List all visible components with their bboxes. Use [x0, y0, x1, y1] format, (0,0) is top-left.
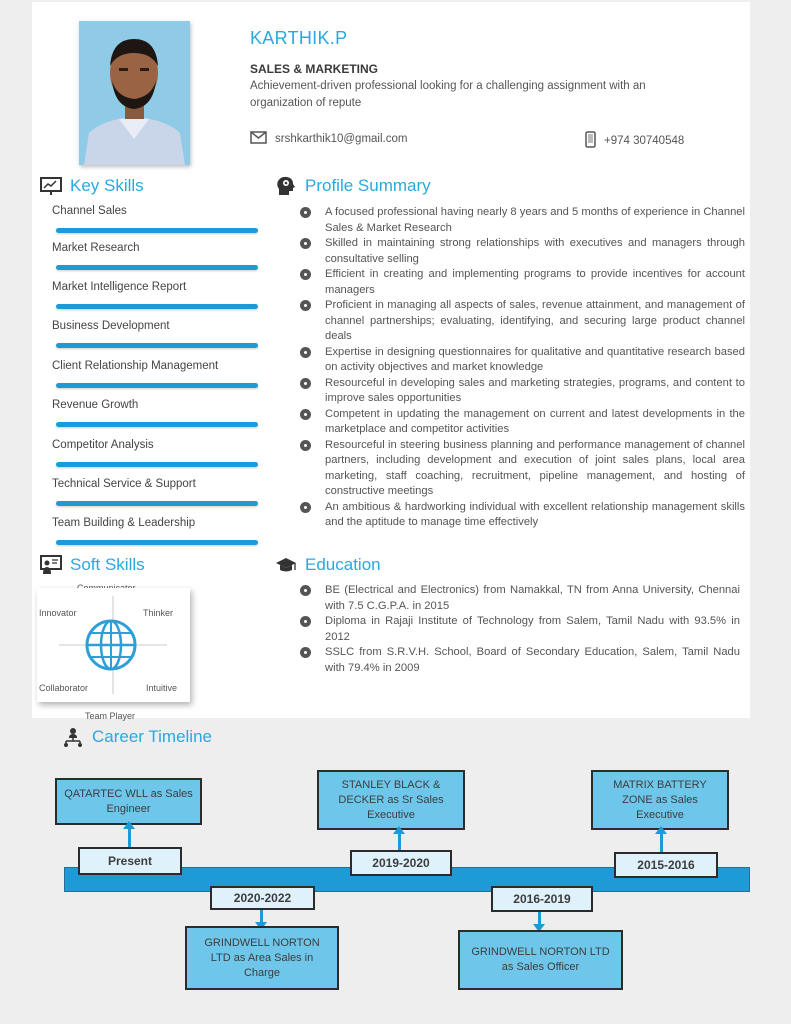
- bullet-item: [300, 376, 745, 407]
- bullet-icon: [300, 409, 311, 420]
- bullet-icon: [300, 347, 311, 358]
- bullet-text: An ambitious & hardworking individual with excellent relationship management skills and the aptitude to manage time effectively: [325, 500, 745, 528]
- profile-summary-list: [300, 205, 745, 531]
- key-skill-bar: [56, 265, 258, 270]
- bullet-icon: [300, 585, 311, 596]
- candidate-tagline: Achievement-driven professional looking for a challenging assignment with an organization of repute: [250, 80, 646, 109]
- bullet-item: [300, 500, 745, 531]
- bullet-text: Efficient in creating and implementing programs to provide incentives for account managers: [325, 268, 745, 296]
- key-skill-bar: [56, 383, 258, 388]
- key-skill-item: Market Research: [52, 242, 140, 254]
- key-skill-item: Revenue Growth: [52, 399, 139, 411]
- key-skill-bar: [56, 462, 258, 467]
- bullet-text: SSLC from S.R.V.H. School, Board of Secondary Education, Salem, Tamil Nadu with 79.4% in 2009: [325, 646, 740, 674]
- teacher-board-icon: [40, 555, 62, 575]
- bullet-text: Skilled in maintaining strong relationships with executives and managers through consultative selling: [325, 237, 745, 265]
- soft-skills-diagram: [37, 588, 190, 702]
- profile-summary-heading: Profile Summary: [275, 176, 431, 196]
- timeline-date: 2020-2022: [210, 886, 315, 910]
- arrow-up-icon: [655, 826, 667, 834]
- email-contact: [250, 131, 407, 147]
- bullet-icon: [300, 378, 311, 389]
- org-chart-icon: [62, 727, 84, 747]
- bullet-icon: [300, 616, 311, 627]
- phone-contact: [585, 131, 684, 151]
- key-skill-bar: [56, 501, 258, 506]
- bullet-icon: [300, 502, 311, 513]
- bullet-icon: [300, 269, 311, 280]
- bullet-icon: [300, 207, 311, 218]
- key-skill-bar: [56, 228, 258, 233]
- head-gear-icon: [275, 176, 297, 196]
- bullet-item: [300, 345, 745, 376]
- bullet-icon: [300, 238, 311, 249]
- timeline-role-box: STANLEY BLACK & DECKER as Sr Sales Executive: [317, 770, 465, 830]
- soft-skill-thinker: Thinker: [143, 608, 174, 618]
- timeline-arrow: [660, 832, 663, 852]
- bullet-text: Diploma in Rajaji Institute of Technology from Salem, Tamil Nadu with 93.5% in 2012: [325, 615, 740, 643]
- key-skill-item: Team Building & Leadership: [52, 517, 196, 529]
- bullet-text: A focused professional having nearly 8 years and 5 months of experience in Channel Sales & Market Research: [325, 206, 745, 234]
- bullet-text: BE (Electrical and Electronics) from Namakkal, TN from Anna University, Chennai with 7.5 C.G.P.A. in 2015: [325, 584, 740, 612]
- profile-photo: [79, 21, 190, 165]
- email-text[interactable]: srshkarthik10@gmail.com: [275, 133, 408, 145]
- soft-skill-innovator: Innovator: [39, 608, 77, 618]
- bullet-item: [300, 407, 745, 438]
- timeline-role-box: QATARTEC WLL as Sales Engineer: [55, 778, 202, 825]
- education-list: [300, 583, 740, 676]
- bullet-text: Expertise in designing questionnaires for qualitative and quantitative research based on activity objectives and market knowledge: [325, 345, 745, 373]
- bullet-icon: [300, 647, 311, 658]
- presentation-icon: [40, 176, 62, 196]
- career-timeline-heading: Career Timeline: [62, 727, 212, 747]
- timeline-date: 2015-2016: [614, 852, 718, 878]
- key-skill-item: Channel Sales: [52, 205, 127, 217]
- bullet-item: [300, 583, 740, 614]
- arrow-up-icon: [393, 826, 405, 834]
- soft-skill-intuitive: Intuitive: [146, 683, 178, 693]
- candidate-name: KARTHIK.P: [250, 28, 348, 48]
- bullet-item: [300, 438, 745, 500]
- key-skill-item: Client Relationship Management: [52, 360, 219, 372]
- key-skills-heading: Key Skills: [40, 176, 144, 196]
- bullet-item: [300, 645, 740, 676]
- key-skill-item: Market Intelligence Report: [52, 281, 187, 293]
- bullet-item: [300, 614, 740, 645]
- bullet-icon: [300, 440, 311, 451]
- timeline-arrow: [398, 832, 401, 850]
- candidate-role: SALES & MARKETING: [250, 62, 379, 76]
- timeline-date: Present: [78, 847, 182, 875]
- soft-skill-team-player: Team Player: [85, 711, 136, 721]
- key-skill-bar: [56, 540, 258, 545]
- phone-text: +974 30740548: [604, 135, 685, 147]
- timeline-role-box: MATRIX BATTERY ZONE as Sales Executive: [591, 770, 729, 830]
- timeline-role-box: GRINDWELL NORTON LTD as Sales Officer: [458, 930, 623, 990]
- timeline-arrow: [260, 910, 263, 924]
- education-heading: Education: [275, 555, 381, 575]
- timeline-date: 2016-2019: [491, 886, 593, 912]
- soft-skills-heading: Soft Skills: [40, 555, 145, 575]
- timeline-date: 2019-2020: [350, 850, 452, 876]
- key-skill-item: Technical Service & Support: [52, 478, 196, 490]
- globe-icon: [87, 621, 135, 669]
- timeline-arrow: [538, 912, 541, 926]
- bullet-text: Competent in updating the management on current and latest developments in the marketplace and competitor activities: [325, 407, 745, 435]
- arrow-up-icon: [123, 821, 135, 829]
- bullet-text: Proficient in managing all aspects of sales, revenue attainment, and management of channel partnerships; evaluating, identifying, and securing large product channel deals: [325, 299, 745, 342]
- bullet-text: Resourceful in developing sales and marketing strategies, programs, and content to improve sales opportunities: [325, 376, 745, 404]
- key-skill-bar: [56, 304, 258, 309]
- bullet-item: [300, 298, 745, 345]
- graduation-cap-icon: [275, 555, 297, 575]
- bullet-item: [300, 236, 745, 267]
- phone-icon: [585, 131, 596, 151]
- bullet-item: [300, 267, 745, 298]
- key-skill-item: Competitor Analysis: [52, 439, 154, 451]
- timeline-arrow: [128, 827, 131, 847]
- timeline-role-box: GRINDWELL NORTON LTD as Area Sales in Charge: [185, 926, 339, 990]
- mail-icon: [250, 131, 267, 147]
- bullet-icon: [300, 300, 311, 311]
- soft-skill-collaborator: Collaborator: [39, 683, 89, 693]
- key-skill-item: Business Development: [52, 320, 170, 332]
- key-skill-bar: [56, 422, 258, 427]
- key-skill-bar: [56, 343, 258, 348]
- bullet-item: [300, 205, 745, 236]
- bullet-text: Resourceful in steering business planning and performance management of channel partners, including development and execution of joint sales plans, local area marketing, staff coaching, recruitment, pipeline management, and hosting of constructive meetings: [325, 438, 745, 497]
